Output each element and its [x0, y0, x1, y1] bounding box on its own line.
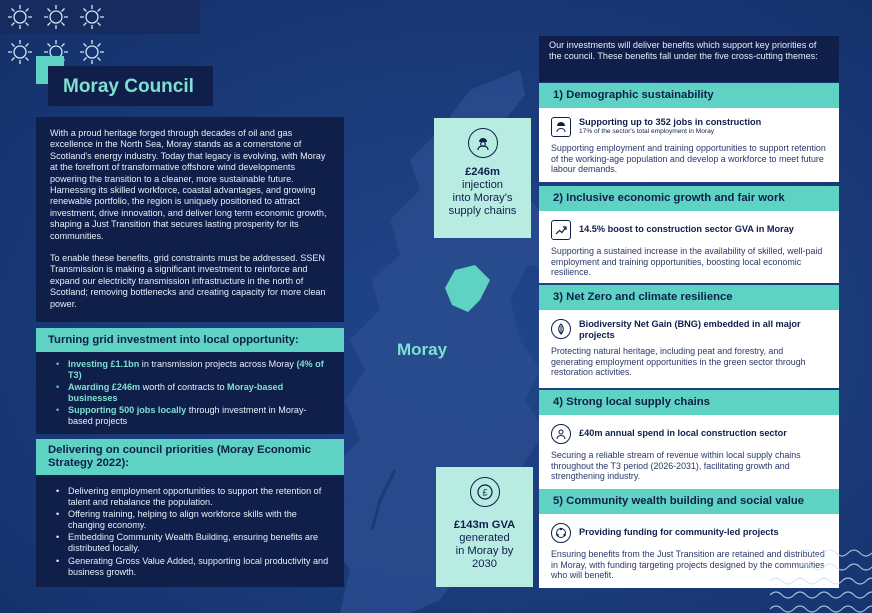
council-priorities-panel — [36, 475, 344, 587]
list-item: • Delivering employment opportunities to support the retention of talent and rebalance the population. — [50, 486, 330, 508]
worker-icon — [551, 117, 571, 137]
community-icon — [551, 523, 571, 543]
stat-line: supply chains — [448, 205, 517, 217]
priority-headline — [551, 319, 827, 340]
people-icon — [551, 424, 571, 444]
list-item: • Generating Gross Value Added, supporting local productivity and business growth. — [50, 556, 330, 578]
list-item: • Embedding Community Wealth Building, ensuring benefits are distributed locally. — [50, 532, 330, 554]
grid-investment-panel — [36, 352, 344, 434]
priority-title: Providing funding for community-led projects — [579, 527, 779, 537]
growth-chart-icon — [551, 220, 571, 240]
priority-description: Securing a reliable stream of revenue within local supply chains throughout the T3 period (2026-2031), facilitating growth and strengthening industry. — [551, 450, 801, 482]
priority-heading: 4) Strong local supply chains — [539, 390, 839, 415]
leaf-icon — [551, 319, 571, 339]
list-item: • Offering training, helping to align workforce skills with the changing economy. — [50, 509, 330, 531]
stat-value: £143m GVA — [453, 519, 516, 531]
priority-heading: 1) Demographic sustainability — [539, 83, 839, 108]
svg-text:£: £ — [481, 487, 488, 498]
priority-description: Supporting a sustained increase in the availability of skilled, well-paid employment and training opportunities, boosting local economic resilience. — [551, 246, 823, 278]
priority-heading: 2) Inclusive economic growth and fair work — [539, 186, 839, 211]
priority-card — [539, 415, 839, 490]
priority-description: Ensuring benefits from the Just Transition are retained and distributed in Moray, with funding targeting projects designed by the communities who will benefit. — [551, 549, 825, 581]
priority-subtitle: 17% of the sector's total employment in Moray — [579, 127, 715, 135]
stat-line: injection — [461, 179, 504, 191]
worker-icon — [468, 128, 498, 158]
list-item: • Awarding £246m worth of contracts to Moray-based businesses — [50, 382, 330, 404]
page-title: Moray Council — [48, 66, 213, 106]
council-priorities-list — [50, 486, 330, 578]
map-label: Moray — [397, 340, 448, 359]
grid-investment-list — [50, 359, 330, 428]
pound-coin-icon — [470, 477, 500, 507]
stat-line: generated — [459, 532, 510, 544]
council-priorities-heading: Delivering on council priorities (Moray Economic Strategy 2022): — [36, 439, 344, 475]
stat-line: 2030 — [472, 558, 497, 570]
priority-heading: 3) Net Zero and climate resilience — [539, 285, 839, 310]
themes-intro: Our investments will deliver benefits which support key priorities of the council. These benefits fall under the five cross-cutting themes: — [539, 36, 839, 82]
intro-panel — [36, 117, 344, 322]
priority-title: £40m annual spend in local construction sector — [579, 428, 787, 438]
supply-chain-stat — [434, 118, 531, 238]
stat-line: into Moray's — [452, 192, 513, 204]
priority-card — [539, 108, 839, 182]
priority-headline — [551, 117, 827, 137]
priority-description: Protecting natural heritage, including peat and forestry, and generating employment opportunities in the green sector through restoration activities. — [551, 346, 806, 378]
priority-heading: 5) Community wealth building and social value — [539, 489, 839, 514]
gva-stat — [436, 467, 533, 587]
priority-card — [539, 211, 839, 283]
priority-description: Supporting employment and training opportunities to support retention of the working-age population and develop a workforce to meet future labour demands. — [551, 143, 826, 175]
priority-headline — [551, 424, 827, 444]
priority-headline — [551, 523, 827, 543]
priority-title: Biodiversity Net Gain (BNG) embedded in all major projects — [579, 319, 801, 340]
intro-paragraph-1: With a proud heritage forged through decades of oil and gas excellence in the North Sea, Moray stands as a cornerstone of Scotland's energy industry. Today that legacy is evolving, with Moray at the forefront of transformative offshore wind developments powering the transition to a cleaner, more sustainable future. Harnessing its skilled workforce, coastal advantages, and growing renewable portfolio, the region is uniquely positioned to attract investment, drive innovation, and deliver long term economic growth, shaping a Just Transition that secures lasting prosperity for its communities. — [50, 128, 327, 241]
priority-card — [539, 310, 839, 388]
stat-value: £246m — [465, 166, 500, 178]
list-item: • Investing £1.1bn in transmission projects across Moray (4% of T3) — [50, 359, 330, 381]
wave-pattern — [760, 545, 872, 613]
list-item: • Supporting 500 jobs locally through investment in Moray-based projects — [50, 405, 330, 427]
intro-paragraph-2: To enable these benefits, grid constraints must be addressed. SSEN Transmission is making a significant investment to reinforce and expand our electricity transmission infrastructure in the north of Scotland; removing bottlenecks and creating capacity for more clean power. — [50, 253, 326, 309]
grid-investment-heading: Turning grid investment into local opportunity: — [36, 328, 344, 352]
priority-headline — [551, 220, 827, 240]
priority-title: Supporting up to 352 jobs in construction — [579, 117, 762, 127]
stat-line: in Moray by — [455, 545, 514, 557]
priority-title: 14.5% boost to construction sector GVA in Moray — [579, 224, 794, 234]
